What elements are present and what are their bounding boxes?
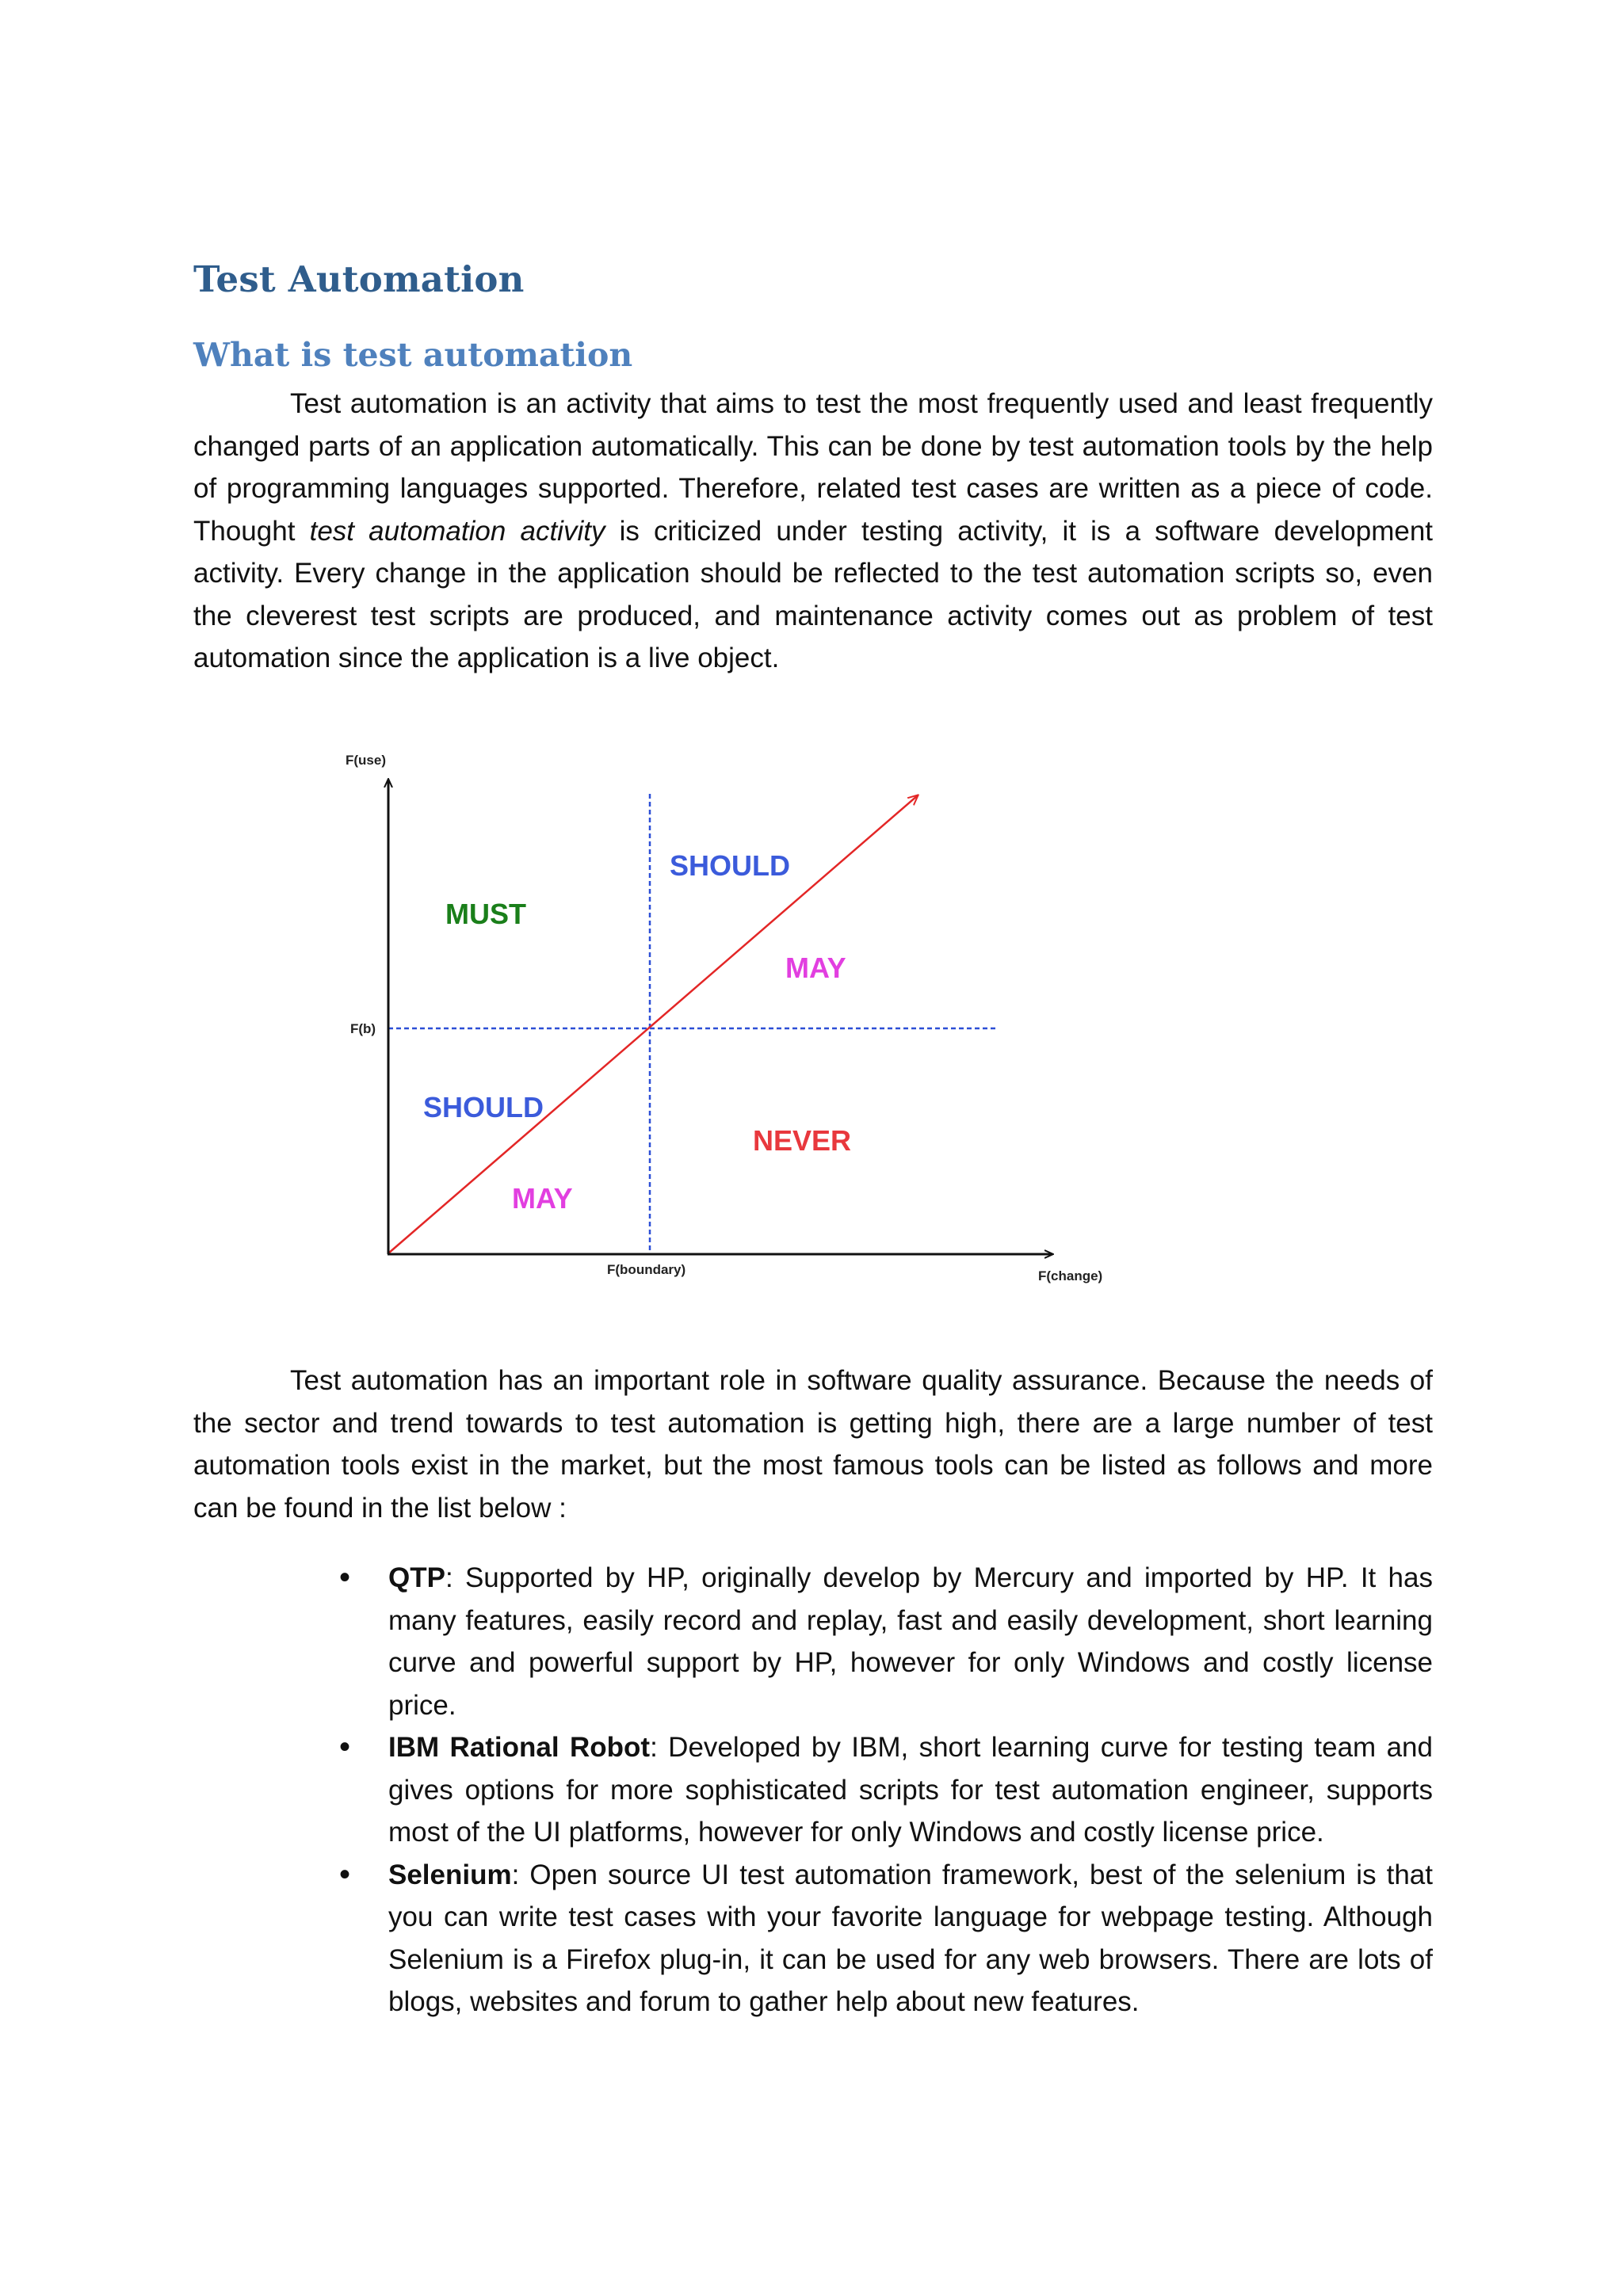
document-title: Test Automation [193,258,525,300]
x-axis-label: F(change) [1038,1268,1103,1283]
list-item [339,1726,1433,1854]
list-item [339,1854,1433,2023]
x-threshold-label: F(boundary) [607,1262,686,1277]
bullet-icon: • [339,1560,351,1595]
y-threshold-label: F(b) [350,1021,376,1036]
tool-name: IBM Rational Robot [388,1732,651,1763]
intro-paragraph-part1: Test automation is an activity that aims to test the most frequently used and least frequently changed parts of an application automatically. This can be done by test automation tools by the help of programming languages supported. Therefore, related test cases are written as a piece of code. Thought [193,388,1433,547]
bullet-icon: • [339,1730,351,1764]
y-axis-label: F(use) [346,753,386,768]
tool-description: : Open source UI test automation framework, best of the selenium is that you can write test cases with your favorite language for webpage testing. Although Selenium is a Firefox plug-in, it can be used for any web browsers. There are lots of blogs, websites and forum to gather help about new features. [388,1859,1433,2017]
should-bottom-region-label: SHOULD [423,1091,544,1123]
bullet-icon: • [339,1856,351,1892]
tools-intro-paragraph: Test automation has an important role in software quality assurance. Because the needs of the sector and trend towards to test automation is getting high, there are a large number of test automation tools exist in the market, but the most famous tools can be listed as follows and more can be found in the list below : [193,1365,1433,1524]
never-region-label: NEVER [753,1124,852,1157]
tool-description: : Supported by HP, originally develop by Mercury and imported by HP. It has many features, easily record and replay, fast and easily development, short learning curve and powerful support by HP, however for only Windows and costly license price. [388,1562,1433,1721]
intro-paragraph-part2: is criticized under testing activity, it is a software development activity. Every change in the application should be reflected to the test automation scripts so, even the cleverest test scripts are produced, and maintenance activity comes out as problem of test automation since the application is a live object. [193,515,1434,673]
tools-list [339,1557,1433,2023]
quadrant-diagram [333,745,1133,1291]
automation-quadrant-figure [333,745,1133,1291]
tool-name: QTP [388,1562,445,1593]
list-item [339,1557,1433,1726]
diagonal-trend-arrow [388,795,918,1253]
intro-paragraph [193,383,1433,680]
tool-name: Selenium [388,1859,512,1890]
must-region-label: MUST [445,898,526,930]
tool-description: : Developed by IBM, short learning curve for testing team and gives options for more sophisticated scripts for test automation engineer, supports most of the UI platforms, however for only Windows and costly license price. [388,1732,1433,1848]
may-top-region-label: MAY [785,952,846,984]
may-bottom-region-label: MAY [512,1182,573,1215]
should-top-region-label: SHOULD [670,849,790,882]
section-title: What is test automation [193,336,633,374]
intro-paragraph-emphasis: test automation activity [309,515,605,547]
